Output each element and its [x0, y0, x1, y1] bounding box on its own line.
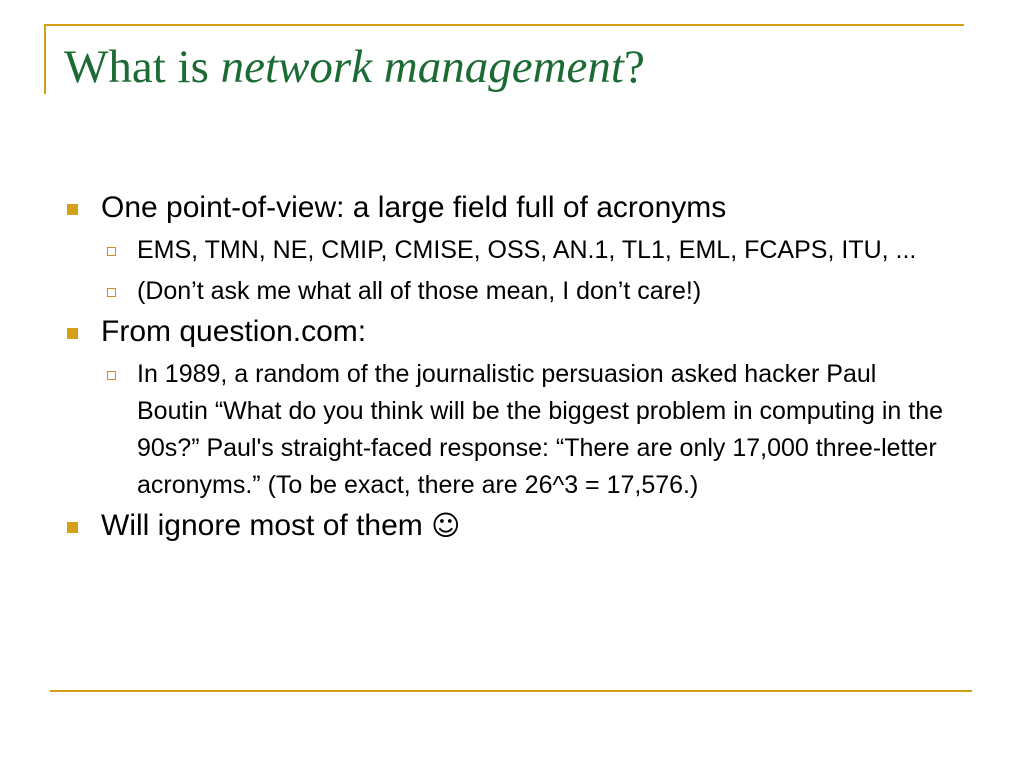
sub-bullet-text: EMS, TMN, NE, CMIP, CMISE, OSS, AN.1, TL1, EML, FCAPS, ITU, ...: [137, 236, 917, 264]
slide-title: [64, 42, 645, 94]
sub-bullet-item: [64, 273, 944, 310]
bullet-text: One point-of-view: a large field full of acronyms: [101, 191, 727, 224]
sub-bullet-text: (Don’t ask me what all of those mean, I don’t care!): [137, 277, 702, 305]
square-bullet-icon: [67, 328, 78, 339]
title-suffix: ?: [623, 41, 645, 93]
top-rule: [44, 24, 964, 26]
smiley-icon: ☺: [431, 509, 461, 542]
bullet-item: [64, 190, 944, 226]
title-emphasis: network management: [220, 41, 624, 93]
square-bullet-icon: [67, 522, 78, 533]
sub-bullet-item: [64, 356, 944, 504]
hollow-square-bullet-icon: [107, 288, 116, 297]
title-prefix: What is: [64, 41, 221, 93]
slide-body: [64, 190, 944, 550]
left-rule: [44, 24, 46, 94]
bullet-item: [64, 508, 944, 544]
sub-bullet-item: [64, 232, 944, 269]
bullet-item: [64, 314, 944, 350]
hollow-square-bullet-icon: [107, 371, 116, 380]
square-bullet-icon: [67, 204, 78, 215]
sub-bullet-text: In 1989, a random of the journalistic persuasion asked hacker Paul Boutin “What do you think will be the biggest problem in computing in the 90s?” Paul's straight-faced response: “There are only 17,000 three-letter acronyms.” (To be exact, there are 26^3 = 17,576.): [137, 360, 944, 499]
bottom-rule: [50, 690, 972, 692]
bullet-text: From question.com:: [101, 315, 367, 348]
hollow-square-bullet-icon: [107, 247, 116, 256]
bullet-text: Will ignore most of them: [101, 509, 432, 542]
